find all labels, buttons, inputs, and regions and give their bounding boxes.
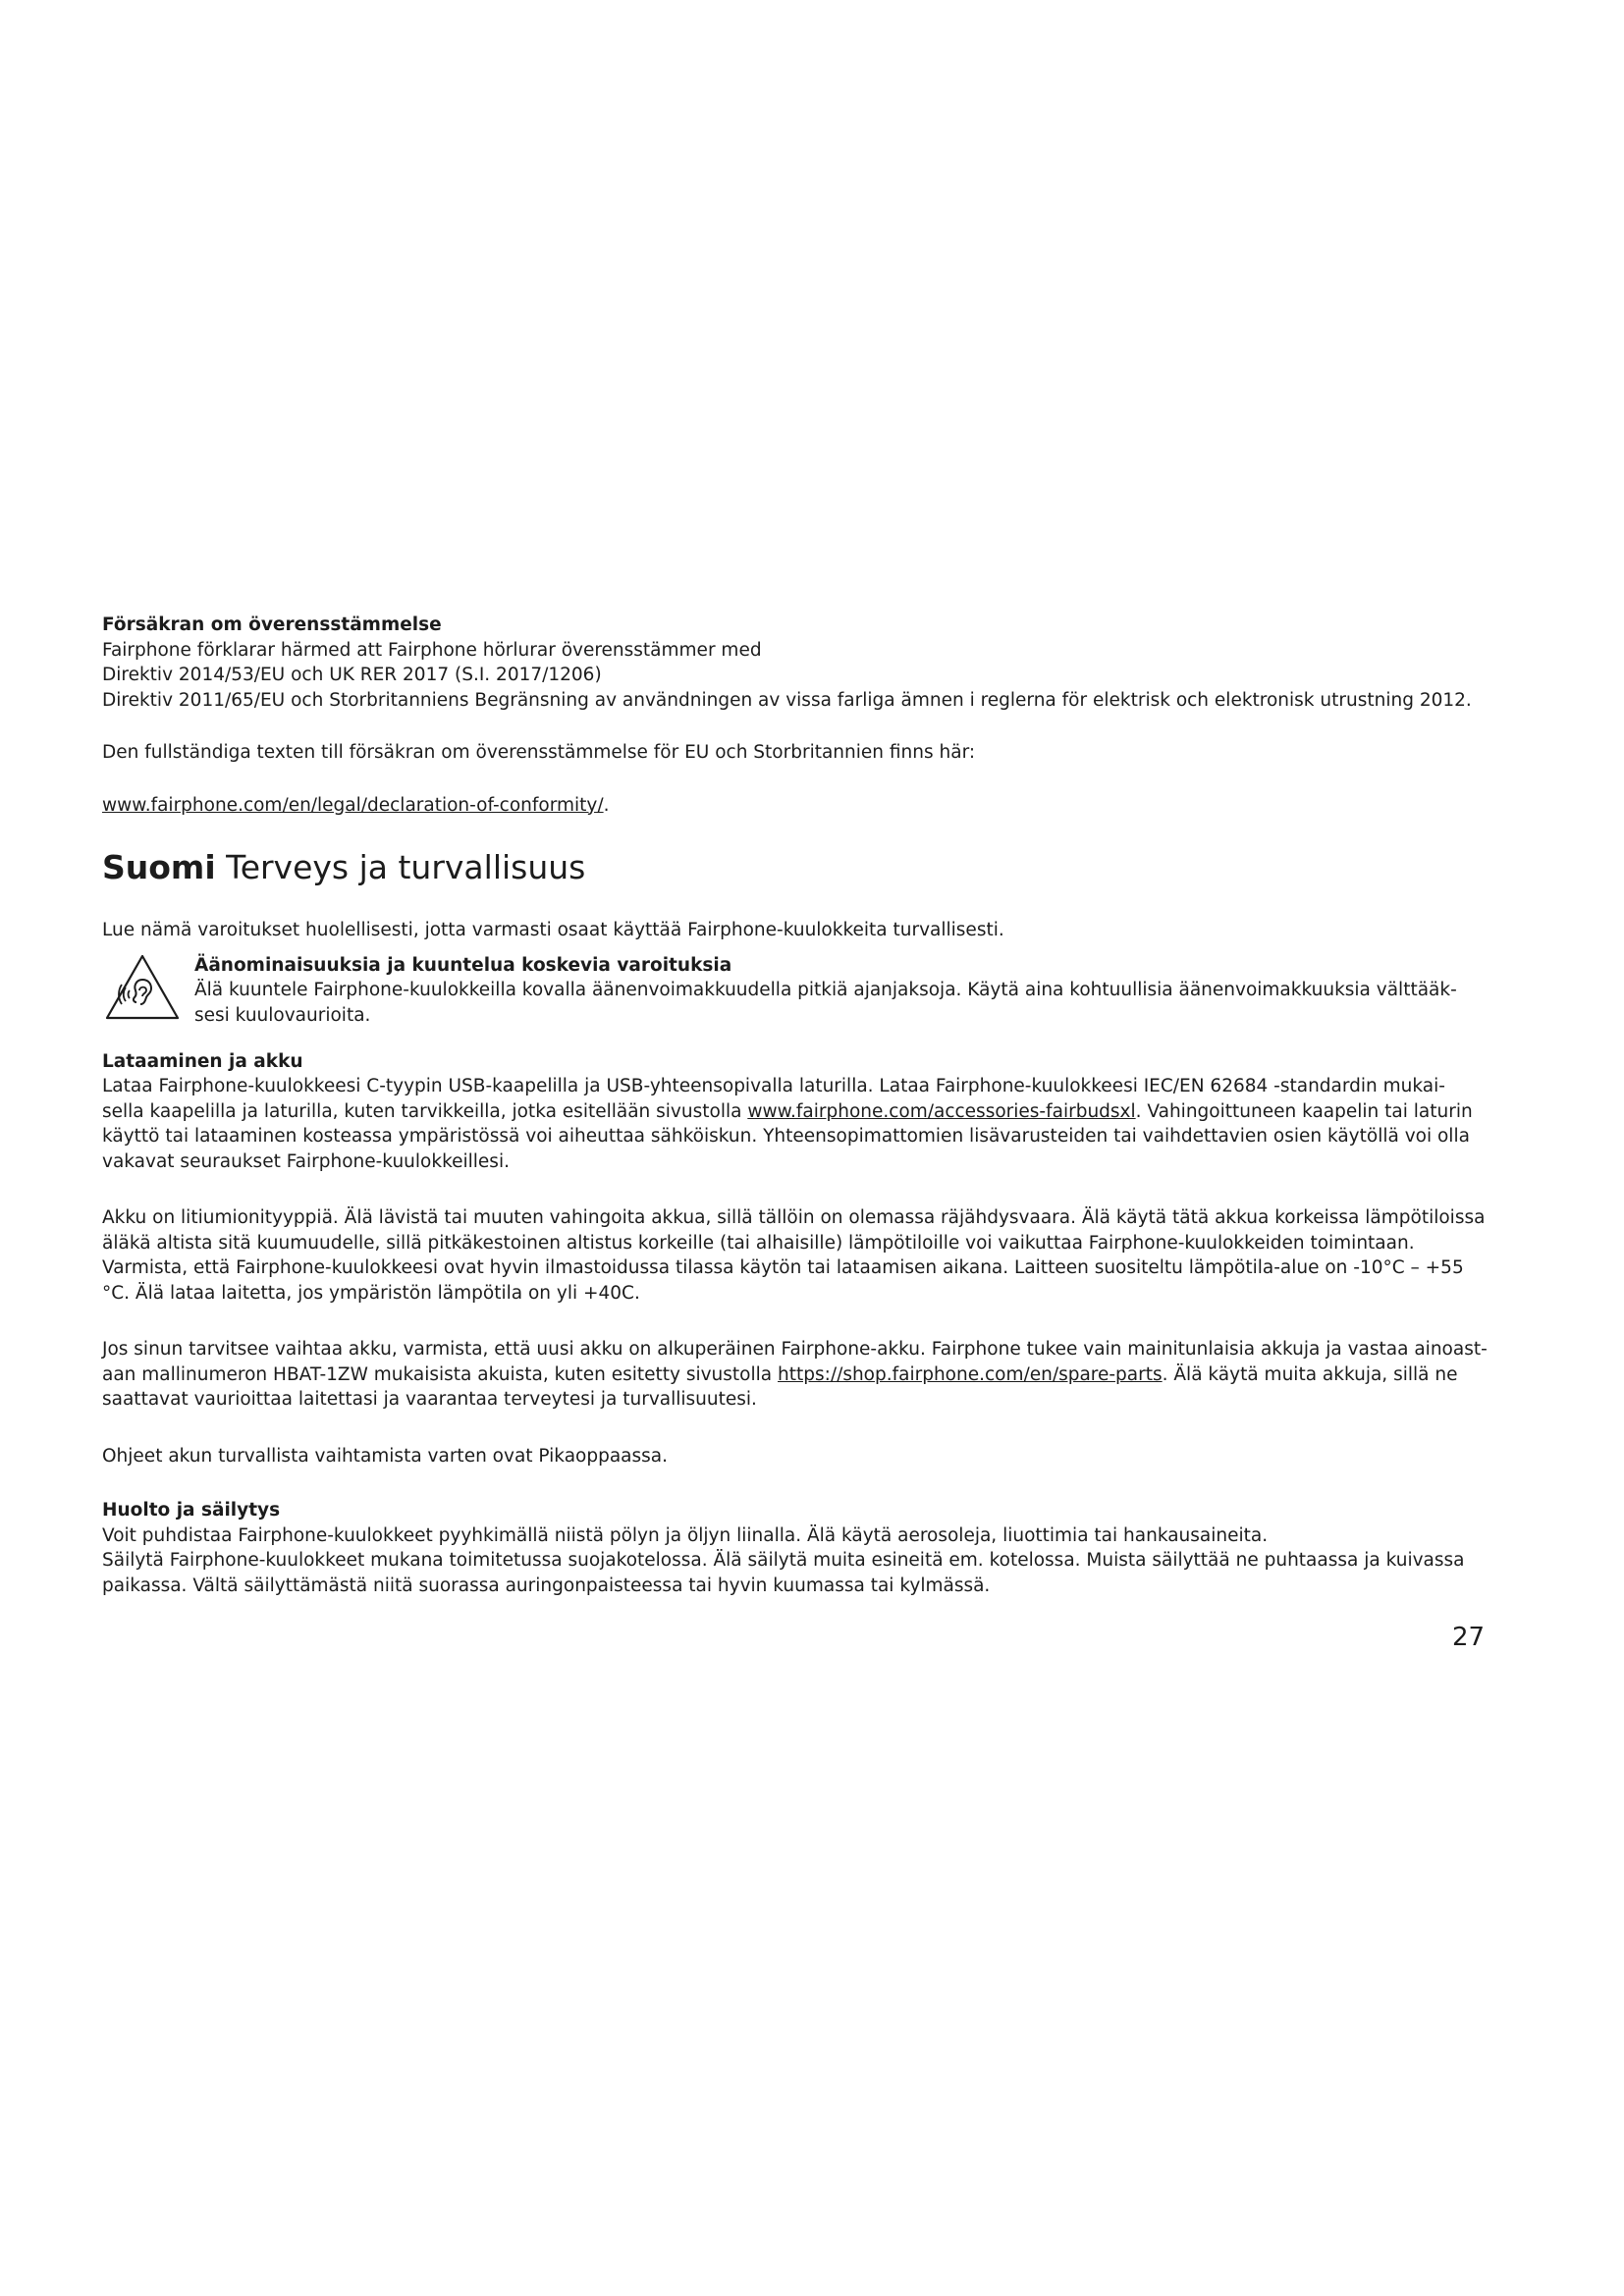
section-title (102, 847, 1516, 888)
conformity-heading: Försäkran om överensstämmelse (102, 614, 442, 635)
hearing-warning-heading: Äänominaisuuksia ja kuuntelua koskevia varoituksia (194, 954, 732, 976)
section-language: Suomi (102, 848, 216, 886)
section-title-text: Terveys ja turvallisuus (226, 848, 586, 886)
battery-p3-line (102, 1362, 1516, 1388)
battery-p4-line: Ohjeet akun turvallista vaihtamista varten ovat Pikaoppaassa. (102, 1445, 669, 1467)
charging-p1-line (102, 1099, 1516, 1125)
charging-p1-text: . Vahingoittuneen kaapelin tai laturin (1135, 1100, 1473, 1122)
battery-p3-line: Jos sinun tarvitsee vaihtaa akku, varmista, että uusi akku on alkuperäinen Fairphone-akku. Fairphone tukee vain mainitunlaisia akkuja ja vastaa ainoast- (102, 1339, 1488, 1360)
accessories-link[interactable]: www.fairphone.com/accessories-fairbudsxl (747, 1100, 1136, 1122)
battery-p2-line: Varmista, että Fairphone-kuulokkeesi ovat hyvin ilmastoidussa tilassa käytön tai lataamisen aikana. Laitteen suositeltu lämpötila-alue on -10°C – +55 (102, 1257, 1464, 1278)
maintenance-line: paikassa. Vältä säilyttämästä niitä suorassa auringonpaisteessa tai hyvin kuumassa tai kylmässä. (102, 1575, 991, 1596)
hearing-warning-line: sesi kuulovaurioita. (194, 1004, 371, 1026)
charging-heading: Lataaminen ja akku (102, 1050, 303, 1072)
conformity-url-line (102, 793, 1516, 819)
hearing-warning-triangle-icon (104, 953, 181, 1022)
charging-section (102, 1049, 1516, 1469)
battery-p3-text: . Älä käytä muita akkuja, sillä ne (1162, 1363, 1458, 1385)
charging-p1-text: sella kaapelilla ja laturilla, kuten tarvikkeilla, jotka esitellään sivustolla (102, 1100, 748, 1122)
maintenance-heading: Huolto ja säilytys (102, 1500, 281, 1521)
conformity-url-suffix: . (603, 794, 610, 816)
hearing-warning (102, 953, 1516, 1032)
charging-p1-line: käyttö tai lataaminen kosteassa ympäristössä voi aiheuttaa sähköiskun. Yhteensopimattomien lisävarusteiden tai vaihdettavien osien käytöllä voi olla (102, 1126, 1470, 1147)
battery-p2-line: Akku on litiumionityyppiä. Älä lävistä tai muuten vahingoita akkua, sillä tällöin on olemassa räjähdysvaara. Älä käytä tätä akkua korkeissa lämpötiloissa (102, 1207, 1486, 1228)
charging-p1-line: vakavat seuraukset Fairphone-kuulokkeillesi. (102, 1150, 510, 1172)
hearing-warning-line: Älä kuuntele Fairphone-kuulokkeilla kovalla äänenvoimakkuudella pitkiä ajanjaksoja. Käytä aina kohtuullisia äänenvoimakkuuksia välttääk- (194, 980, 1457, 1000)
battery-p2-line: äläkä altista sitä kuumuudelle, sillä pitkäkestoinen altistus korkeille (tai alhaisille) lämpötiloille voi vaikuttaa Fairphone-kuulokkeiden toimintaan. (102, 1232, 1415, 1254)
spare-parts-link[interactable]: https://shop.fairphone.com/en/spare-parts (778, 1363, 1163, 1385)
battery-p3-text: aan mallinumeron HBAT-1ZW mukaisista akuista, kuten esitetty sivustolla (102, 1363, 778, 1385)
page-number: 27 (1452, 1623, 1486, 1652)
document-body (102, 613, 1516, 1598)
conformity-line: Direktiv 2014/53/EU och UK RER 2017 (S.I. 2017/1206) (102, 665, 602, 685)
maintenance-line: Säilytä Fairphone-kuulokkeet mukana toimitetussa suojakotelossa. Älä säilytä muita esineitä em. kotelossa. Muista säilyttää ne puhtaassa ja kuivassa (102, 1550, 1465, 1571)
battery-p3-line: saattavat vaurioittaa laitettasi ja vaarantaa terveytesi ja turvallisuutesi. (102, 1389, 757, 1410)
battery-p2-line: °C. Älä lataa laitetta, jos ympäristön lämpötila on yli +40C. (102, 1282, 640, 1304)
conformity-line: Direktiv 2011/65/EU och Storbritanniens Begränsning av användningen av vissa farliga ämnen i reglerna för elektrisk och elektronisk utrustning 2012. (102, 689, 1472, 711)
conformity-full-text-note: Den fullständiga texten till försäkran om överensstämmelse för EU och Storbritannien finns här: (102, 742, 976, 763)
conformity-section (102, 613, 1516, 818)
intro-text: Lue nämä varoitukset huolellisesti, jotta varmasti osaat käyttää Fairphone-kuulokkeita turvallisesti. (102, 920, 1004, 940)
conformity-line: Fairphone förklarar härmed att Fairphone hörlurar överensstämmer med (102, 639, 762, 661)
conformity-link[interactable]: www.fairphone.com/en/legal/declaration-of-conformity/ (102, 794, 604, 816)
maintenance-line: Voit puhdistaa Fairphone-kuulokkeet pyyhkimällä niistä pölyn ja öljyn liinalla. Älä käytä aerosoleja, liuottimia tai hankausaineita. (102, 1524, 1269, 1546)
charging-p1-line: Lataa Fairphone-kuulokkeesi C-tyypin USB-kaapelilla ja USB-yhteensopivalla laturilla. Lataa Fairphone-kuulokkeesi IEC/EN 62684 -standardin mukai- (102, 1076, 1445, 1096)
maintenance-section (102, 1498, 1516, 1598)
